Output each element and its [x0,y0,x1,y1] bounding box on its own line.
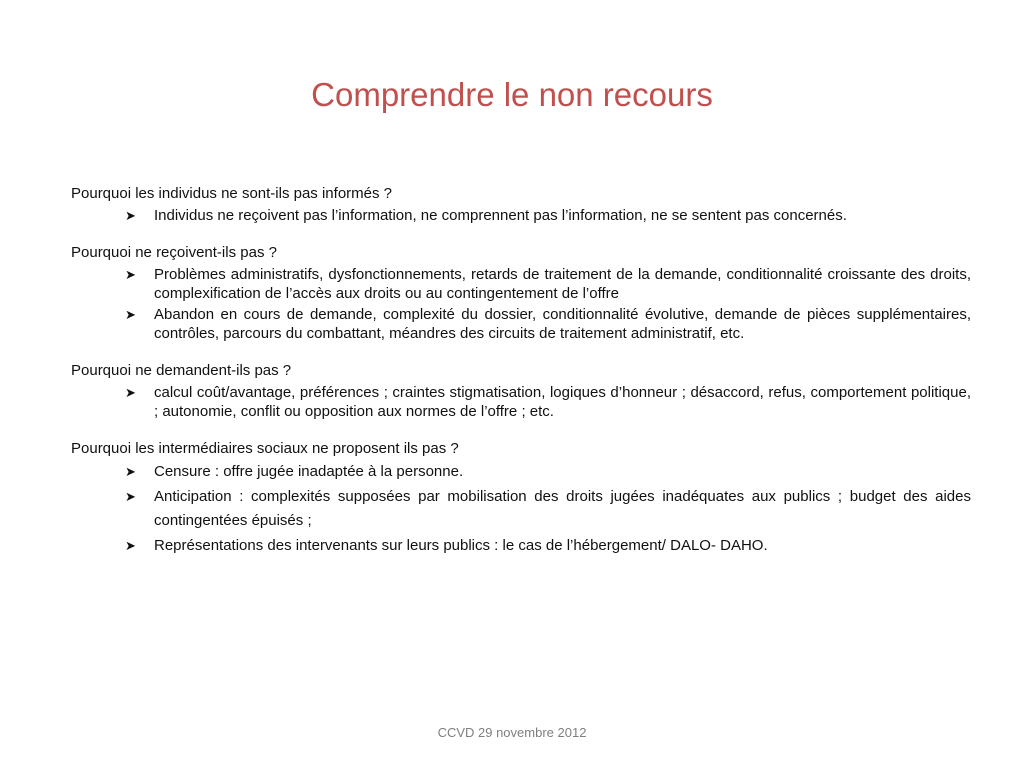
slide-title: Comprendre le non recours [311,76,713,113]
bullet-text: Abandon en cours de demande, complexité du dossier, conditionnalité évolutive, demande de pièces supplémentaires, contrôles, parcours du combattant, méandres des circuits de traitement administratif, etc. [154,306,971,342]
bullet-item [71,534,971,558]
arrow-bullet-icon: ➤ [125,307,136,322]
section-informed [71,184,971,225]
arrow-bullet-icon: ➤ [125,385,136,400]
bullet-list [71,383,971,421]
question-heading: Pourquoi les intermédiaires sociaux ne proposent ils pas ? [71,440,459,457]
question-heading: Pourquoi les individus ne sont-ils pas informés ? [71,185,392,202]
arrow-bullet-icon: ➤ [125,464,136,479]
bullet-item [71,305,971,343]
slide-content [71,184,971,576]
section-intermediaries [71,439,971,558]
bullet-item [71,265,971,303]
arrow-bullet-icon: ➤ [125,208,136,223]
slide-footer: CCVD 29 novembre 2012 [437,725,587,740]
bullet-list [71,265,971,343]
bullet-text: Censure : offre jugée inadaptée à la personne. [154,463,464,480]
bullet-item [71,206,971,225]
arrow-bullet-icon: ➤ [125,489,136,504]
arrow-bullet-icon: ➤ [125,538,136,553]
bullet-item [71,383,971,421]
question-heading: Pourquoi ne reçoivent-ils pas ? [71,244,277,261]
bullet-list [71,206,971,225]
arrow-bullet-icon: ➤ [125,267,136,282]
bullet-item [71,460,971,484]
question-heading: Pourquoi ne demandent-ils pas ? [71,362,292,379]
section-receive [71,243,971,343]
bullet-list [71,460,971,558]
section-request [71,361,971,421]
bullet-text: calcul coût/avantage, préférences ; craintes stigmatisation, logiques d’honneur ; désaccord, refus, comportement politique, ; autonomie, conflit ou opposition aux normes de l’offre ; etc. [154,384,971,420]
bullet-text: Anticipation : complexités supposées par mobilisation des droits jugées inadéquates aux publics ; budget des aides contingentées épuisés ; [154,488,971,529]
bullet-text: Représentations des intervenants sur leurs publics : le cas de l’hébergement/ DALO- DAHO. [154,537,768,554]
bullet-item [71,485,971,533]
bullet-text: Individus ne reçoivent pas l’information, ne comprennent pas l’information, ne se sentent pas concernés. [154,207,847,224]
bullet-text: Problèmes administratifs, dysfonctionnements, retards de traitement de la demande, conditionnalité croissante des droits, complexification de l’accès aux droits ou au contingentement de l’offre [154,266,971,302]
